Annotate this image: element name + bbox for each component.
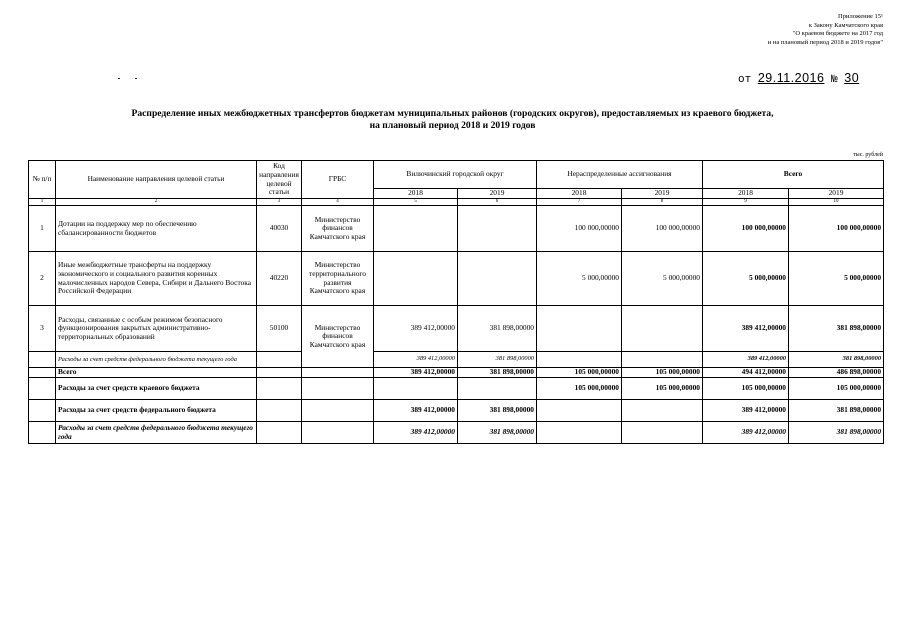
column-number: 4 [302,199,374,206]
unalloc-2019 [622,422,703,444]
row-num [29,368,56,378]
total-2019: 381 898,00000 [789,400,884,422]
total-2019: 105 000,00000 [789,378,884,400]
table-row [29,206,884,252]
fed-current-subrow [29,352,884,368]
unalloc-2018: 5 000,00000 [537,252,622,306]
total-2018: 105 000,00000 [703,378,789,400]
appendix-line: к Закону Камчатского края [808,21,883,29]
appendix-line: и на плановый период 2018 и 2019 годов" [767,38,883,46]
row-num: 3 [29,306,56,352]
row-name: Всего [56,368,257,378]
total-2018: 389 412,00000 [703,400,789,422]
row-code [257,422,302,444]
total-2019: 381 898,00000 [789,422,884,444]
header-grbs: ГРБС [302,161,374,199]
vil-2019: 381 898,00000 [458,352,537,368]
row-code [257,378,302,400]
vil-2018 [374,252,458,306]
column-number: 5 [374,199,458,206]
unalloc-2018 [537,306,622,352]
header-year: 2019 [789,189,884,199]
row-name: Расходы, связанные с особым режимом безопасного функционирования закрытых административно-территориальных образований [56,306,257,352]
total-2019: 486 898,00000 [789,368,884,378]
row-num [29,422,56,444]
row-code: 50100 [257,306,302,352]
vil-2018: 389 412,00000 [374,306,458,352]
total-2019: 100 000,00000 [789,206,884,252]
header-num: № п/п [29,161,56,199]
unalloc-2019: 100 000,00000 [622,206,703,252]
column-number: 9 [703,199,789,206]
row-grbs [302,422,374,444]
row-code: 40220 [257,252,302,306]
column-number: 1 [29,199,56,206]
vil-2018: 389 412,00000 [374,422,458,444]
total-2019: 5 000,00000 [789,252,884,306]
header-vil: Вилючинский городской округ [374,161,537,189]
row-name: Расходы за счет средств федерального бюджета текущего года [56,352,257,368]
table-row [29,306,884,352]
vil-2019 [458,378,537,400]
summary-row [29,368,884,378]
unalloc-2018: 100 000,00000 [537,206,622,252]
row-num [29,378,56,400]
column-number: 6 [458,199,537,206]
header-code: Код направления целевой статьи [257,161,302,199]
row-num [29,352,56,368]
total-2018: 389 412,00000 [703,422,789,444]
unalloc-2018 [537,422,622,444]
total-2018: 100 000,00000 [703,206,789,252]
unalloc-2019 [622,352,703,368]
scan-speck [135,78,137,79]
row-num: 1 [29,206,56,252]
unalloc-2019: 5 000,00000 [622,252,703,306]
unalloc-2019 [622,306,703,352]
column-number: 3 [257,199,302,206]
row-name: Расходы за счет средств федерального бюджета текущего года [56,422,257,444]
unalloc-2018: 105 000,00000 [537,368,622,378]
title-line: Распределение иных межбюджетных трансфертов бюджетам муниципальных районов (городских округов), предоставляемых из краевого бюджета, [131,108,774,119]
units-label: тыс. рублей [853,152,883,158]
vil-2019 [458,252,537,306]
table-row [29,252,884,306]
header-name: Наименование направления целевой статьи [56,161,257,199]
row-code [257,368,302,378]
vil-2018: 389 412,00000 [374,400,458,422]
unalloc-2018 [537,352,622,368]
header-year: 2019 [622,189,703,199]
vil-2018: 389 412,00000 [374,352,458,368]
vil-2019: 381 898,00000 [458,400,537,422]
total-2018: 494 412,00000 [703,368,789,378]
vil-2018 [374,378,458,400]
document-date-line [738,71,859,86]
title-line: на плановый период 2018 и 2019 годов [369,120,536,131]
summary-row [29,400,884,422]
row-grbs: Министерство территориального развития Камчатского края [302,252,374,306]
unalloc-2018 [537,400,622,422]
row-num [29,400,56,422]
date-prefix: от [738,74,752,86]
total-2018: 389 412,00000 [703,352,789,368]
row-name: Иные межбюджетные трансферты на поддержку экономического и социального развития коренных малочисленных народов Севера, Сибири и Дальнего Востока Российской Федерации [56,252,257,306]
header-year: 2018 [374,189,458,199]
unalloc-2019: 105 000,00000 [622,378,703,400]
row-code: 40030 [257,206,302,252]
row-grbs [302,368,374,378]
vil-2019: 381 898,00000 [458,368,537,378]
appendix-note [768,13,883,47]
header-year: 2018 [537,189,622,199]
column-number: 8 [622,199,703,206]
page-title [0,108,905,132]
row-grbs [302,400,374,422]
total-2018: 5 000,00000 [703,252,789,306]
scan-speck [118,78,120,79]
transfers-table [28,160,884,444]
header-row [29,161,884,189]
vil-2018: 389 412,00000 [374,368,458,378]
total-2018: 389 412,00000 [703,306,789,352]
vil-2018 [374,206,458,252]
column-number: 2 [56,199,257,206]
unalloc-2019 [622,400,703,422]
column-numbers-row [29,199,884,206]
total-2019: 381 898,00000 [789,306,884,352]
unalloc-2019: 105 000,00000 [622,368,703,378]
total-2019: 381 898,00000 [789,352,884,368]
date-value: 29.11.2016 [757,71,825,85]
row-name: Расходы за счет средств краевого бюджета [56,378,257,400]
number-label: № [831,74,838,86]
appendix-line: Приложение 15¹ [838,13,883,20]
column-number: 7 [537,199,622,206]
header-unalloc: Нераспределенные ассигнования [537,161,703,189]
column-number: 10 [789,199,884,206]
header-total: Всего [703,161,884,189]
row-grbs: Министерство финансов Камчатского края [302,306,374,368]
vil-2019: 381 898,00000 [458,422,537,444]
row-grbs [302,378,374,400]
summary-row [29,378,884,400]
summary-row [29,422,884,444]
number-value: 30 [844,71,860,85]
row-name: Дотации на поддержку мер по обеспечению сбалансированности бюджетов [56,206,257,252]
appendix-line: "О краевом бюджете на 2017 год [792,30,883,37]
row-code [257,400,302,422]
vil-2019: 381 898,00000 [458,306,537,352]
unalloc-2018: 105 000,00000 [537,378,622,400]
header-year: 2019 [458,189,537,199]
row-grbs: Министерство финансов Камчатского края [302,206,374,252]
row-code [257,352,302,368]
row-num: 2 [29,252,56,306]
row-name: Расходы за счет средств федерального бюджета [56,400,257,422]
header-year: 2018 [703,189,789,199]
vil-2019 [458,206,537,252]
